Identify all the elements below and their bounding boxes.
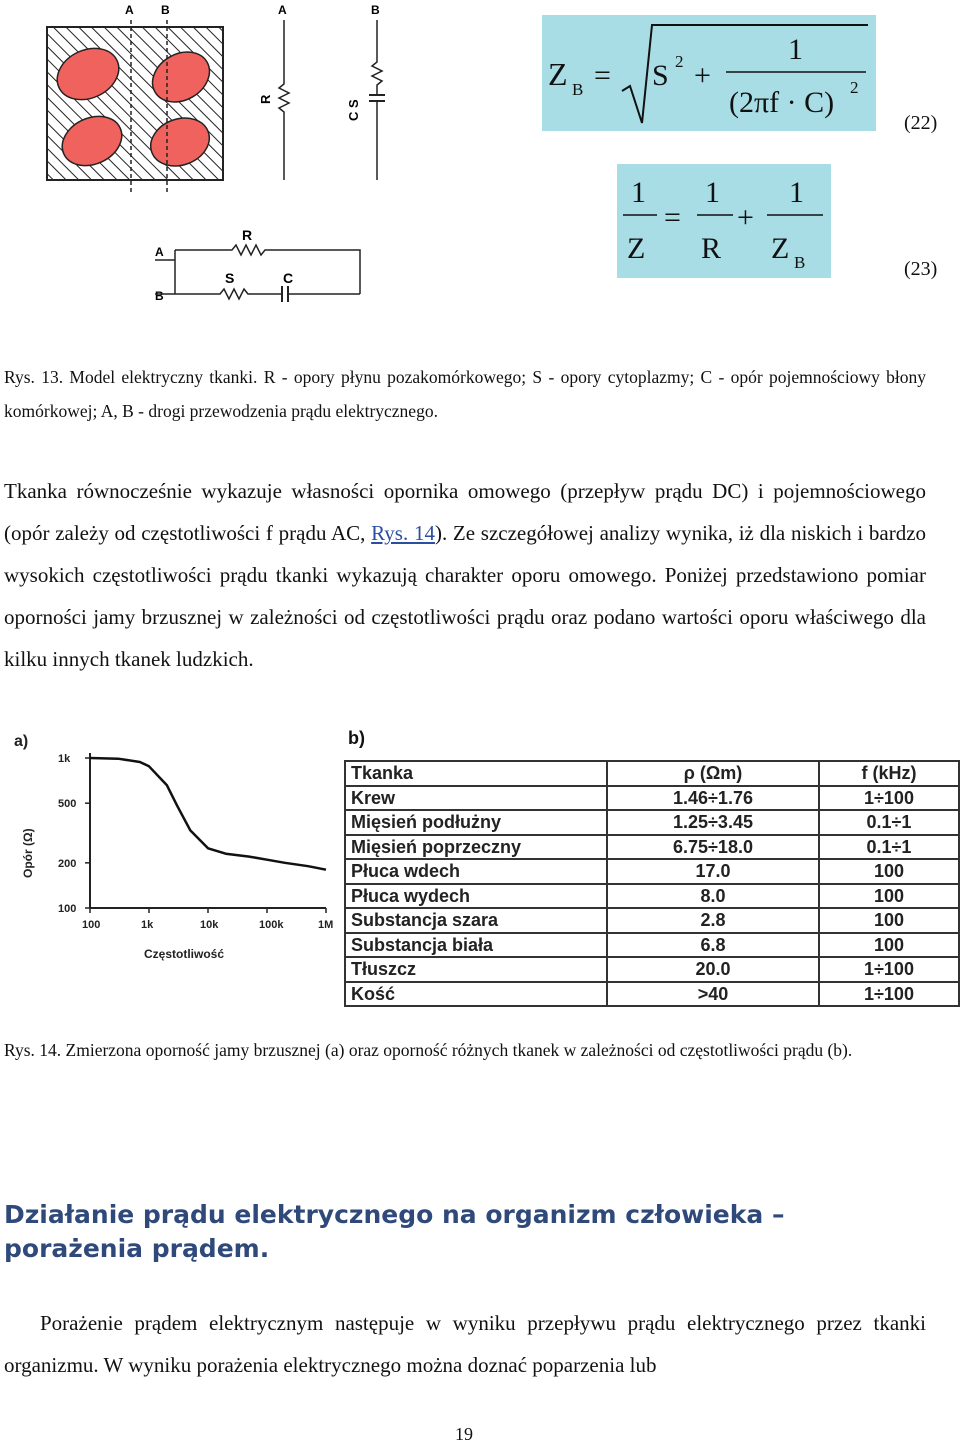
resistor-r-lower <box>175 245 360 294</box>
caption-figure-14: Rys. 14. Zmierzona oporność jamy brzusznej (a) oraz oporność różnych tkanek w zależności od częstotliwości prądu (b). <box>4 1040 853 1060</box>
table-row <box>345 835 959 860</box>
table-row <box>345 884 959 909</box>
table-panel-label: b) <box>348 728 365 748</box>
chart-x-tick-label: 100 <box>82 919 101 931</box>
tissue-name-cell: Kość <box>345 982 607 1007</box>
formula22-s-exp: 2 <box>675 52 684 71</box>
section-heading: Działanie prądu elektrycznego na organizm człowieka – porażenia prądem. <box>4 1200 785 1263</box>
table-row <box>345 933 959 958</box>
table-row <box>345 786 959 811</box>
table-row <box>345 859 959 884</box>
resistivity-cell: 20.0 <box>607 957 819 982</box>
formula22-num: 1 <box>788 33 803 66</box>
frequency-cell: 0.1÷1 <box>819 835 959 860</box>
resistor-s-lower <box>175 289 282 299</box>
tissue-resistivity-table <box>344 760 960 1007</box>
label-r-vertical: R <box>258 94 273 104</box>
resistivity-cell: 6.8 <box>607 933 819 958</box>
formula23-d3: Z <box>771 232 790 265</box>
formula22-eq: = <box>594 59 611 92</box>
chart-y-tick-label: 500 <box>58 798 77 811</box>
chart-y-tick-label: 1k <box>58 753 71 765</box>
label-b-2: B <box>371 3 380 17</box>
formula23-d3-sub: B <box>794 253 806 272</box>
frequency-cell: 1÷100 <box>819 957 959 982</box>
frequency-cell: 1÷100 <box>819 982 959 1007</box>
paragraph-electric-shock: Porażenie prądem elektrycznym następuje w wyniku przepływu prądu elektrycznego przez tkanki organizmu. W wyniku porażenia elektrycznego można doznać poparzenia lub <box>4 1311 926 1377</box>
formula22-lhs-sub: B <box>572 80 584 99</box>
paragraph-tissue-properties <box>4 470 926 680</box>
label-a-1: A <box>125 3 134 17</box>
tissue-circuit-diagram <box>0 0 400 320</box>
chart-y-tick-label: 100 <box>58 903 77 915</box>
formula23-plus: + <box>737 201 754 234</box>
resistivity-cell: 17.0 <box>607 859 819 884</box>
tissue-name-cell: Mięsień podłużny <box>345 810 607 835</box>
resistivity-cell: 6.75÷18.0 <box>607 835 819 860</box>
chart-y-tick-label: 200 <box>58 857 77 870</box>
table-row <box>345 957 959 982</box>
formula23-d1: Z <box>627 232 646 265</box>
resistivity-cell: 8.0 <box>607 884 819 909</box>
label-c-lower: C <box>283 270 294 286</box>
tissue-name-cell: Mięsień poprzeczny <box>345 835 607 860</box>
tissue-name-cell: Płuca wdech <box>345 859 607 884</box>
table-row <box>345 908 959 933</box>
tissue-name-cell: Tłuszcz <box>345 957 607 982</box>
resistor-r-vertical <box>279 20 289 180</box>
label-a-3: A <box>155 245 164 259</box>
chart-x-tick-label: 10k <box>200 919 219 931</box>
table-header-row <box>345 761 959 786</box>
frequency-cell: 100 <box>819 884 959 909</box>
header-tissue: Tkanka <box>345 761 607 786</box>
resistivity-cell: >40 <box>607 982 819 1007</box>
header-resistivity: ρ (Ωm) <box>607 761 819 786</box>
label-r-lower: R <box>242 227 253 243</box>
formula23-d2: R <box>701 232 722 265</box>
chart-series-line <box>90 758 326 870</box>
chart-y-label: Opór (Ω) <box>21 828 35 878</box>
label-s-lower: S <box>225 270 235 286</box>
chart-x-label: Częstotliwość <box>144 947 225 961</box>
frequency-cell: 1÷100 <box>819 786 959 811</box>
label-cs-vertical: C S <box>346 99 361 121</box>
chart-panel-label: a) <box>14 733 29 750</box>
formula22-den: (2πf · C) <box>729 86 835 119</box>
tissue-name-cell: Substancja szara <box>345 908 607 933</box>
formula23-n3: 1 <box>789 176 804 209</box>
formula-23 <box>617 164 831 278</box>
caption-figure-13: Rys. 13. Model elektryczny tkanki. R - opory płynu pozakomórkowego; S - opory cytoplazmy; C - opór pojemnościowy błony komórkowej; A, B - drogi przewodzenia prądu elektrycznego. <box>4 367 926 421</box>
paragraph1-text-a: Tkanka równocześnie wykazuje własności opornika omowego (przepływ prądu DC) i pojemnościowego (opór zależy od częstotliwości f prądu AC, <box>4 479 926 545</box>
table-row <box>345 982 959 1007</box>
abdominal-resistance-chart <box>4 728 334 968</box>
formula-22 <box>542 15 876 131</box>
formula22-den-exp: 2 <box>850 78 859 97</box>
resistor-s-vertical <box>372 20 382 95</box>
chart-x-tick-label: 1k <box>141 919 154 931</box>
tissue-name-cell: Krew <box>345 786 607 811</box>
formula23-n1: 1 <box>631 176 646 209</box>
label-a-2: A <box>278 3 287 17</box>
formula23-n2: 1 <box>705 176 720 209</box>
formula22-s: S <box>652 59 669 92</box>
chart-x-tick-label: 100k <box>259 919 284 931</box>
chart-x-tick-label: 1M <box>318 919 334 931</box>
frequency-cell: 0.1÷1 <box>819 810 959 835</box>
equation-number-23: (23) <box>904 258 938 280</box>
figure-14-link[interactable]: Rys. 14 <box>371 521 435 545</box>
paragraph1-text-b: ). Ze szczegółowej analizy wynika, iż dla niskich i bardzo wysokich częstotliwości prądu tkanki wykazują charakter oporu omowego. Poniżej przedstawiono pomiar oporności jamy brzusznej w zależności od częstotliwości prądu oraz podano wartości oporu właściwego dla kilku innych tkanek ludzkich. <box>4 521 927 671</box>
header-frequency: f (kHz) <box>819 761 959 786</box>
equation-number-22: (22) <box>904 112 938 134</box>
frequency-cell: 100 <box>819 859 959 884</box>
frequency-cell: 100 <box>819 908 959 933</box>
label-b-3: B <box>155 289 164 303</box>
tissue-name-cell: Substancja biała <box>345 933 607 958</box>
formula22-plus: + <box>694 59 711 92</box>
resistivity-cell: 2.8 <box>607 908 819 933</box>
table-row <box>345 810 959 835</box>
resistivity-cell: 1.46÷1.76 <box>607 786 819 811</box>
label-b-1: B <box>161 3 170 17</box>
frequency-cell: 100 <box>819 933 959 958</box>
tissue-name-cell: Płuca wydech <box>345 884 607 909</box>
resistivity-cell: 1.25÷3.45 <box>607 810 819 835</box>
formula22-lhs: Z <box>548 56 568 92</box>
formula23-eq: = <box>664 201 681 234</box>
page-number: 19 <box>455 1424 473 1444</box>
